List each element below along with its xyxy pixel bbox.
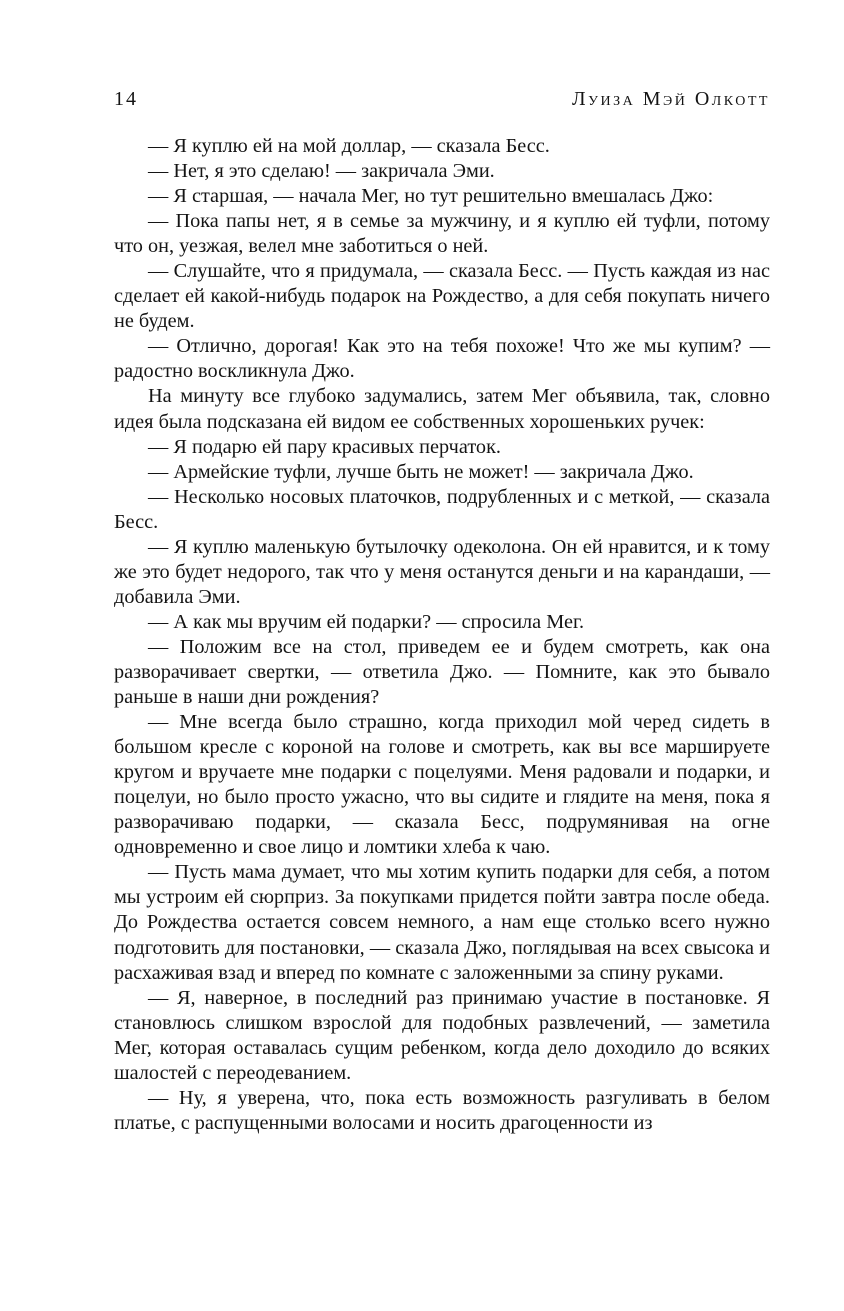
paragraph: — Несколько носовых платочков, подрубленных и с меткой, — сказала Бесс. [114,485,770,533]
paragraph: — Я подарю ей пару красивых перчаток. [148,435,501,458]
paragraph: — Я куплю ей на мой доллар, — сказала Бесс. [148,135,550,157]
paragraph: — Мне всегда было страшно, когда приходил мой черед сидеть в большом кресле с короной на голове и смотреть, как вы все маршируете кругом и вручаете мне подарки с поцелуями. Меня радовали и подарки, и поцелуи, но было просто ужасно, что вы сидите и глядите на меня, пока я разворачиваю подарки, — сказала Бесс, подрумянивая на огне одновременно и свое лицо и ломтики хлеба к чаю. [114,711,770,859]
paragraph: — Я, наверное, в последний раз принимаю участие в постановке. Я становлюсь слишком взрослой для подобных развлечений, — заметила Мег, которая оставалась сущим ребенком, когда дело доходило до всяких шалостей с переодеванием. [114,986,770,1084]
paragraph: — А как мы вручим ей подарки? — спросила Мег. [148,610,585,633]
paragraph: — Ну, я уверена, что, пока есть возможность разгуливать в белом платье, с распущенными волосами и носить драгоценности из [114,1086,770,1134]
paragraph: — Армейские туфли, лучше быть не может! — закричала Джо. [148,460,694,483]
paragraph: На минуту все глубоко задумались, затем Мег объявила, так, словно идея была подсказана ей видом ее собственных хорошеньких ручек: [114,385,770,433]
body-text [114,134,770,1136]
paragraph: — Положим все на стол, приведем ее и будем смотреть, как она разворачивает свертки, — ответила Джо. — Помните, как это бывало раньше в наши дни рождения? [114,635,770,709]
paragraph: — Слушайте, что я придумала, — сказала Бесс. — Пусть каждая из нас сделает ей какой-нибудь подарок на Рождество, а для себя покупать ничего не будем. [114,260,770,333]
running-head-author: Луиза Мэй Олкотт [572,88,770,110]
page-number: 14 [114,88,138,110]
paragraph: — Я куплю маленькую бутылочку одеколона. Он ей нравится, и к тому же это будет недорого, так что у меня останутся деньги и на карандаши, — добавила Эми. [114,535,770,608]
running-header [114,84,770,114]
paragraph: — Отлично, дорогая! Как это на тебя похоже! Что же мы купим? — радостно воскликнула Джо. [114,335,770,383]
paragraph: — Нет, я это сделаю! — закричала Эми. [148,160,495,183]
paragraph: — Пока папы нет, я в семье за мужчину, и я куплю ей туфли, потому что он, уезжая, велел мне заботиться о ней. [114,210,770,258]
paragraph: — Я старшая, — начала Мег, но тут решительно вмешалась Джо: [148,185,714,208]
paragraph: — Пусть мама думает, что мы хотим купить подарки для себя, а потом мы устроим ей сюрприз. За покупками придется пойти завтра после обеда. До Рождества остается совсем немного, а нам еще столько всего нужно подготовить для постановки, — сказала Джо, поглядывая на всех свысока и расхаживая взад и вперед по комнате с заложенными за спину руками. [114,861,770,984]
